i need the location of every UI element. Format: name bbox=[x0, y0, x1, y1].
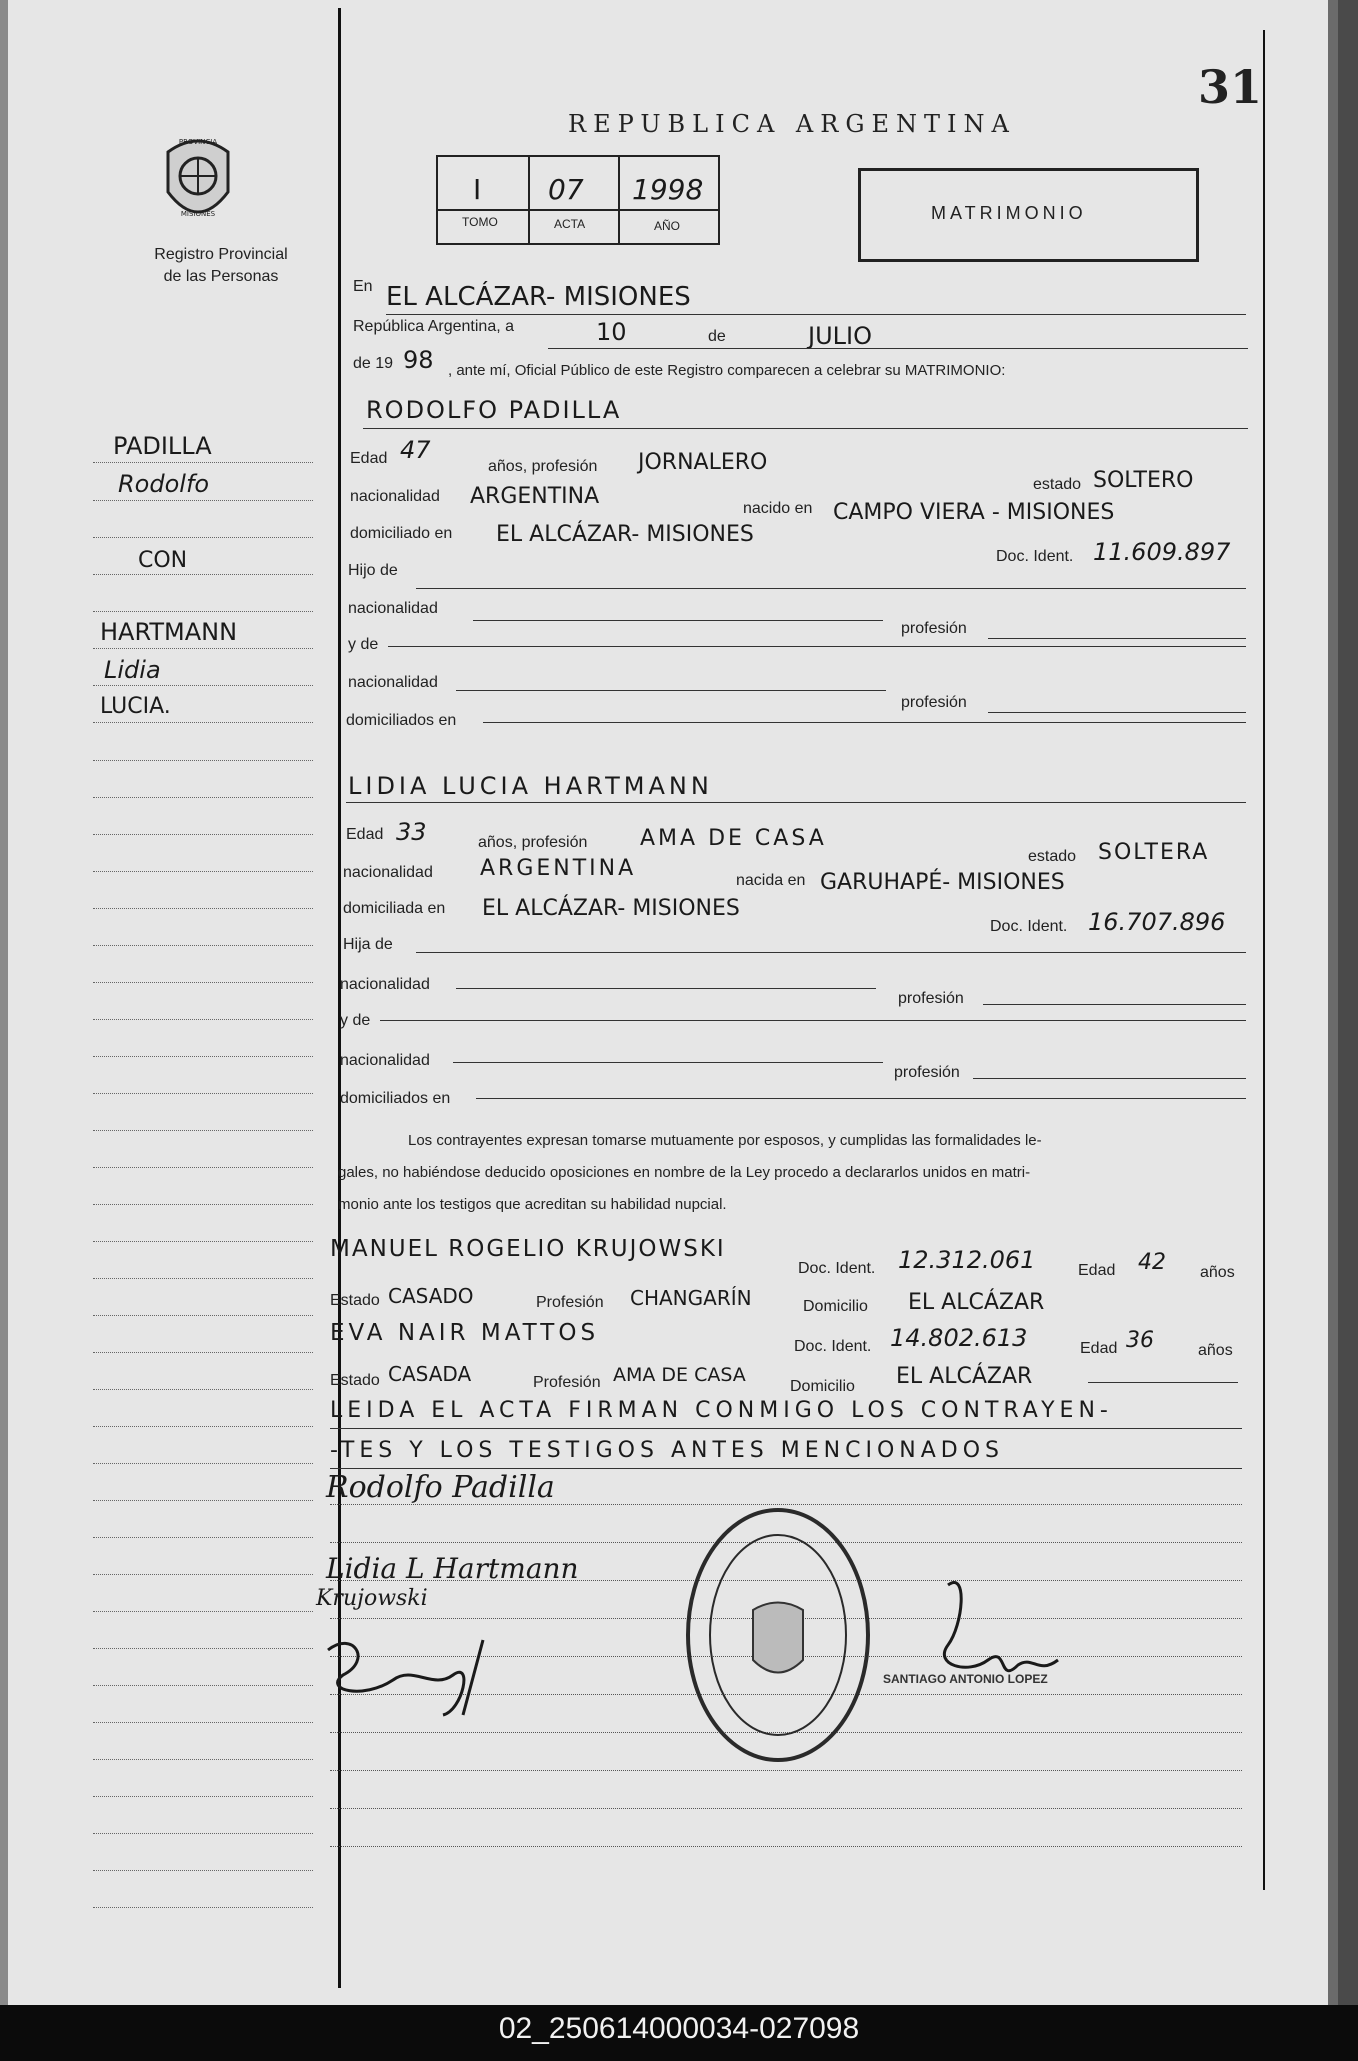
margin-line bbox=[93, 982, 313, 983]
margin-line bbox=[93, 1759, 313, 1760]
fill-line bbox=[473, 620, 883, 621]
margin-line bbox=[93, 1500, 313, 1501]
registry-sub: de las Personas bbox=[163, 268, 279, 285]
binding-edge bbox=[0, 0, 8, 2005]
margin-line bbox=[93, 574, 313, 575]
margin-line bbox=[93, 871, 313, 872]
bride-doc: 16.707.896 bbox=[1088, 908, 1226, 936]
closing-line-1: LEIDA EL ACTA FIRMAN CONMIGO LOS CONTRAYEN- bbox=[330, 1398, 1113, 1423]
margin-line bbox=[93, 1833, 313, 1834]
margin-line bbox=[93, 834, 313, 835]
groom-hijo-label: Hijo de bbox=[348, 562, 398, 579]
fill-line bbox=[416, 952, 1246, 953]
declaration-line-2: gales, no habiéndose deducido oposiciones en nombre de la Ley procedo a declararlos unidos en matri- bbox=[338, 1164, 1031, 1181]
witness2-name: EVA NAIR MATTOS bbox=[330, 1320, 600, 1346]
groom-estado: SOLTERO bbox=[1093, 468, 1194, 493]
tomo-value: I bbox=[473, 173, 482, 206]
margin-line bbox=[93, 1907, 313, 1908]
ano-label: AÑO bbox=[654, 219, 681, 233]
margin-line bbox=[93, 1870, 313, 1871]
bride-estado-label: estado bbox=[1028, 848, 1077, 865]
registrar-stamp-name: SANTIAGO ANTONIO LOPEZ bbox=[883, 1672, 1048, 1686]
margin-line bbox=[93, 1574, 313, 1575]
witness1-name: MANUEL ROGELIO KRUJOWSKI bbox=[330, 1236, 726, 1262]
groom-nac-label: nacionalidad bbox=[350, 488, 440, 505]
witness2-edad: 36 bbox=[1126, 1328, 1154, 1353]
acta-label: ACTA bbox=[554, 217, 586, 231]
fill-line bbox=[988, 638, 1246, 639]
right-rule bbox=[1263, 30, 1265, 1890]
margin-line bbox=[93, 1426, 313, 1427]
bride-nac2-label: nacionalidad bbox=[340, 976, 430, 993]
groom-edad: 47 bbox=[400, 436, 431, 464]
svg-text:PROVINCIA: PROVINCIA bbox=[178, 138, 218, 146]
groom-dom-label: domiciliado en bbox=[350, 525, 453, 542]
groom-name: RODOLFO PADILLA bbox=[366, 396, 622, 424]
bride-nacionalidad: ARGENTINA bbox=[480, 856, 637, 881]
fill-line bbox=[330, 1428, 1242, 1429]
margin-line bbox=[93, 685, 313, 686]
fill-line bbox=[456, 690, 886, 691]
groom-anos-prof-label: años, profesión bbox=[488, 458, 598, 475]
witness2-anos-label: años bbox=[1198, 1342, 1233, 1359]
groom-doc-label: Doc. Ident. bbox=[996, 548, 1074, 565]
margin-line bbox=[93, 797, 313, 798]
declaration-line-3: monio ante los testigos que acreditan su habilidad nupcial. bbox=[338, 1196, 727, 1213]
bride-nacida-en: GARUHAPÉ- MISIONES bbox=[820, 870, 1065, 895]
bride-edad-label: Edad bbox=[346, 826, 384, 843]
groom-profesion: JORNALERO bbox=[638, 450, 768, 475]
margin-line bbox=[93, 1167, 313, 1168]
margin-line bbox=[93, 1537, 313, 1538]
bride-dom-label: domiciliada en bbox=[343, 900, 446, 917]
fill-line bbox=[456, 988, 876, 989]
margin-name-2: Lidia bbox=[104, 656, 161, 684]
bride-doc-label: Doc. Ident. bbox=[990, 918, 1068, 935]
witness2-estado: CASADA bbox=[388, 1362, 472, 1386]
bride-signature: Lidia L Hartmann bbox=[326, 1552, 579, 1585]
bride-anos-prof-label: años, profesión bbox=[478, 834, 588, 851]
place: EL ALCÁZAR- MISIONES bbox=[386, 282, 691, 312]
bride-doms-label: domiciliados en bbox=[340, 1090, 451, 1107]
margin-line bbox=[93, 537, 313, 538]
fill-line bbox=[453, 1062, 883, 1063]
fill-line bbox=[416, 588, 1246, 589]
margin-line bbox=[93, 500, 313, 501]
declaration-line-1: Los contrayentes expresan tomarse mutuamente por esposos, y cumplidas las formalidades le- bbox=[408, 1132, 1042, 1149]
acta-value: 07 bbox=[548, 173, 584, 206]
witness1-domicilio: EL ALCÁZAR bbox=[908, 1290, 1045, 1315]
fill-line bbox=[973, 1078, 1246, 1079]
groom-doc: 11.609.897 bbox=[1093, 538, 1231, 566]
groom-yde-label: y de bbox=[348, 636, 379, 653]
margin-line bbox=[93, 1463, 313, 1464]
fill-line bbox=[388, 646, 1246, 647]
bride-prof2-label: profesión bbox=[898, 990, 964, 1007]
closing-line-2: -TES Y LOS TESTIGOS ANTES MENCIONADOS bbox=[330, 1438, 1004, 1463]
witness2-profesion: AMA DE CASA bbox=[613, 1364, 746, 1386]
margin-line bbox=[93, 1056, 313, 1057]
witness2-doc-label: Doc. Ident. bbox=[794, 1338, 872, 1355]
margin-line bbox=[93, 1241, 313, 1242]
margin-line bbox=[93, 1685, 313, 1686]
margin-name-3: LUCIA. bbox=[100, 694, 171, 719]
witness1-doc: 12.312.061 bbox=[898, 1246, 1036, 1274]
registry-box bbox=[436, 155, 720, 245]
witness1-prof-label: Profesión bbox=[536, 1294, 604, 1311]
margin-line bbox=[93, 462, 313, 463]
bride-domicilio: EL ALCÁZAR- MISIONES bbox=[482, 896, 740, 921]
ano-value: 1998 bbox=[632, 173, 704, 206]
bride-yde-label: y de bbox=[340, 1012, 371, 1029]
fill-line bbox=[476, 1098, 1246, 1099]
fill-line bbox=[1088, 1382, 1238, 1383]
fill-line bbox=[983, 1004, 1246, 1005]
year-suffix: 98 bbox=[403, 346, 434, 374]
groom-prof3-label: profesión bbox=[901, 694, 967, 711]
official-stamp-icon bbox=[678, 1500, 878, 1770]
month: JULIO bbox=[808, 322, 872, 350]
witness1-doc-label: Doc. Ident. bbox=[798, 1260, 876, 1277]
groom-nac3-label: nacionalidad bbox=[348, 674, 438, 691]
margin-line bbox=[93, 1648, 313, 1649]
registry-name: Registro Provincial bbox=[154, 246, 288, 263]
margin-line bbox=[93, 1130, 313, 1131]
bride-prof3-label: profesión bbox=[894, 1064, 960, 1081]
signature-line bbox=[330, 1808, 1242, 1809]
fill-line bbox=[346, 802, 1246, 803]
republica-label: República Argentina, a bbox=[353, 318, 514, 335]
fill-line bbox=[363, 428, 1248, 429]
groom-edad-label: Edad bbox=[350, 450, 388, 467]
witness1-estado: CASADO bbox=[388, 1284, 474, 1308]
witness1-edad: 42 bbox=[1138, 1250, 1166, 1275]
margin-line bbox=[93, 760, 313, 761]
signature-line bbox=[330, 1846, 1242, 1847]
margin-line bbox=[93, 1611, 313, 1612]
margin-con: CON bbox=[138, 548, 188, 573]
day: 10 bbox=[596, 318, 627, 346]
fill-line bbox=[988, 712, 1246, 713]
groom-doms-label: domiciliados en bbox=[346, 712, 457, 729]
margin-line bbox=[93, 1352, 313, 1353]
groom-estado-label: estado bbox=[1033, 476, 1082, 493]
witness2-domicilio: EL ALCÁZAR bbox=[896, 1364, 1033, 1389]
margin-line bbox=[93, 611, 313, 612]
filename-label: 02_250614000034-027098 bbox=[498, 2012, 860, 2045]
witness2-dom-label: Domicilio bbox=[790, 1378, 855, 1395]
witness1-dom-label: Domicilio bbox=[803, 1298, 868, 1315]
groom-nacido-en: CAMPO VIERA - MISIONES bbox=[833, 500, 1115, 525]
fill-line bbox=[330, 1468, 1242, 1469]
groom-nacido-label: nacido en bbox=[743, 500, 813, 517]
witness1-profesion: CHANGARÍN bbox=[630, 1286, 752, 1310]
groom-nac2-label: nacionalidad bbox=[348, 600, 438, 617]
margin-surname-2: HARTMANN bbox=[100, 618, 238, 646]
bride-hija-label: Hija de bbox=[343, 936, 393, 953]
page-number: 31 bbox=[1198, 60, 1263, 114]
bride-nac3-label: nacionalidad bbox=[340, 1052, 430, 1069]
witness2-estado-label: Estado bbox=[330, 1372, 380, 1389]
margin-line bbox=[93, 722, 313, 723]
margin-line bbox=[93, 908, 313, 909]
groom-signature: Rodolfo Padilla bbox=[326, 1470, 555, 1505]
bride-estado: SOLTERA bbox=[1098, 840, 1210, 865]
year-prefix: de 19 bbox=[353, 355, 394, 372]
witness1-anos-label: años bbox=[1200, 1264, 1235, 1281]
province-seal-icon bbox=[158, 132, 238, 230]
margin-line bbox=[93, 1093, 313, 1094]
margin-line bbox=[93, 1315, 313, 1316]
groom-prof2-label: profesión bbox=[901, 620, 967, 637]
margin-name-1: Rodolfo bbox=[118, 470, 210, 498]
de-label: de bbox=[708, 328, 726, 345]
margin-line bbox=[93, 1019, 313, 1020]
margin-line bbox=[93, 945, 313, 946]
bride-profesion: AMA DE CASA bbox=[640, 826, 827, 851]
witness2-edad-label: Edad bbox=[1080, 1340, 1118, 1357]
margin-line bbox=[93, 1796, 313, 1797]
en-label: En bbox=[353, 278, 373, 295]
fill-line bbox=[380, 1020, 1246, 1021]
margin-line bbox=[93, 1722, 313, 1723]
margin-line bbox=[93, 1204, 313, 1205]
svg-text:MISIONES: MISIONES bbox=[180, 210, 216, 218]
witness-signature: Krujowski bbox=[316, 1586, 428, 1611]
witness2-signature-icon bbox=[313, 1620, 513, 1730]
bride-name: LIDIA LUCIA HARTMANN bbox=[348, 772, 713, 800]
margin-surname-1: PADILLA bbox=[113, 432, 212, 460]
groom-nacionalidad: ARGENTINA bbox=[470, 484, 600, 509]
margin-line bbox=[93, 648, 313, 649]
witness2-prof-label: Profesión bbox=[533, 1374, 601, 1391]
fill-line bbox=[483, 722, 1246, 723]
witness1-estado-label: Estado bbox=[330, 1292, 380, 1309]
witness2-doc: 14.802.613 bbox=[890, 1324, 1028, 1352]
signature-line bbox=[330, 1770, 1242, 1771]
act-type-box bbox=[858, 168, 1199, 262]
document-page bbox=[8, 0, 1338, 2005]
intro-text: , ante mí, Oficial Público de este Registro comparecen a celebrar su MATRIMONIO: bbox=[448, 362, 1006, 379]
fill-line bbox=[548, 348, 1248, 349]
bride-nacida-label: nacida en bbox=[736, 872, 806, 889]
margin-line bbox=[93, 1278, 313, 1279]
bride-edad: 33 bbox=[396, 818, 427, 846]
tomo-label: TOMO bbox=[462, 215, 498, 229]
registrar-signature-icon bbox=[908, 1565, 1088, 1715]
country-title: REPUBLICA ARGENTINA bbox=[568, 110, 1016, 138]
groom-domicilio: EL ALCÁZAR- MISIONES bbox=[496, 522, 754, 547]
witness1-edad-label: Edad bbox=[1078, 1262, 1116, 1279]
act-type: MATRIMONIO bbox=[931, 203, 1087, 223]
bride-nac-label: nacionalidad bbox=[343, 864, 433, 881]
margin-line bbox=[93, 1389, 313, 1390]
fill-line bbox=[386, 314, 1246, 315]
